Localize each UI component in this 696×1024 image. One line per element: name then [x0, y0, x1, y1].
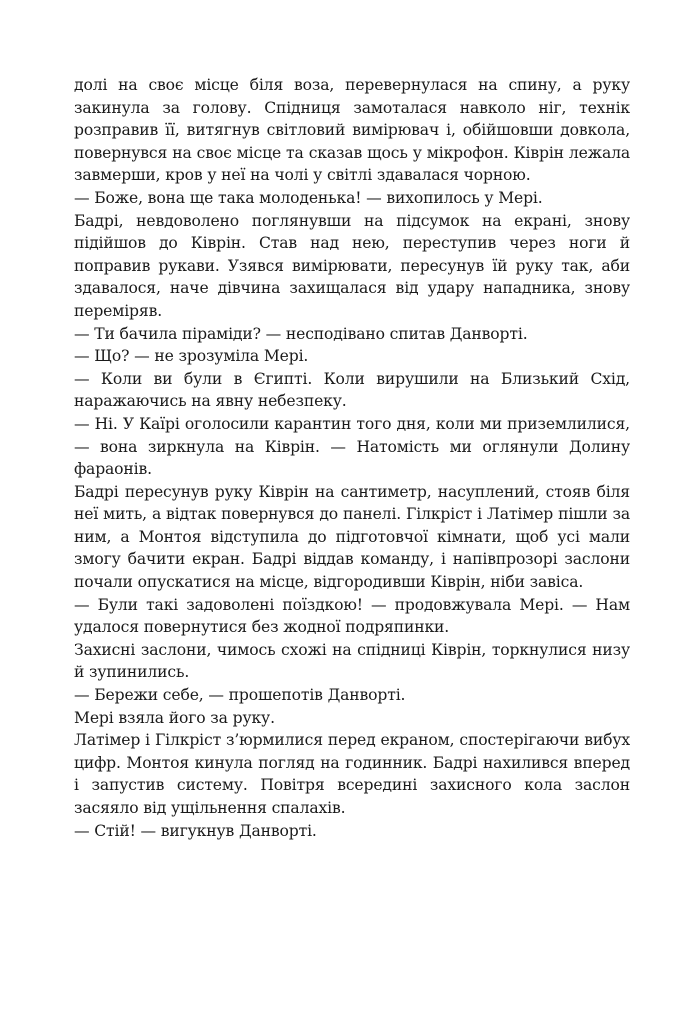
paragraph: — Бережи себе, — прошепотів Данворті. — [74, 686, 406, 705]
paragraph: Бадрі, невдоволено поглянувши на підсумок на екрані, знову підійшов до Ківрін. Став над нею, переступив через ноги й поправив рукави. Узявся вимірювати, пересунув їй руку так, аби здавалося, наче дівчина захищалася від удару нападника, знову переміряв. — [74, 211, 630, 320]
paragraph: — Боже, вона ще така молоденька! — вихопилось у Мері. — [74, 188, 543, 207]
paragraph: — Були такі задоволені поїздкою! — продовжувала Мері. — Нам удалося повернутися без жодної подряпинки. — [74, 595, 630, 637]
paragraph: Мері взяла його за руку. — [74, 708, 275, 727]
paragraph: — Ні. У Каїрі оголосили карантин того дня, коли ми приземлилися, — вона зиркнула на Ківрін. — Натомість ми оглянули Долину фараонів. — [74, 414, 630, 479]
page-text — [74, 74, 630, 842]
paragraph: Латімер і Гілкріст з’юрмилися перед екраном, спостерігаючи вибух цифр. Монтоя кинула погляд на годинник. Бадрі нахилився вперед і запустив систему. Повітря всередині захисного кола заслон засяяло від ущільнення спалахів. — [74, 731, 630, 817]
paragraph: долі на своє місце біля воза, перевернулася на спину, а руку закинула за голову. Спідниця замоталася навколо ніг, технік розправив її, витягнув світловий вимірювач і, обійшовши довкола, повернувся на своє місце та сказав щось у мікрофон. Ківрін лежала завмерши, кров у неї на чолі у світлі здавалася чорною. — [74, 76, 630, 185]
paragraph: — Коли ви були в Єгипті. Коли вирушили на Близький Схід, наражаючись на явну небезпеку. — [74, 369, 630, 411]
paragraph: Захисні заслони, чимось схожі на спідниці Ківрін, торкнулися низу й зупинились. — [74, 640, 630, 682]
paragraph: — Ти бачила піраміди? — несподівано спитав Данворті. — [74, 324, 528, 343]
paragraph: — Що? — не зрозуміла Мері. — [74, 347, 309, 366]
paragraph: Бадрі пересунув руку Ківрін на сантиметр, насуплений, стояв біля неї мить, а відтак повернувся до панелі. Гілкріст і Латімер пішли за ним, а Монтоя відступила до підготовчої кімнати, щоб усі мали змогу бачити екран. Бадрі віддав команду, і напівпрозорі заслони почали опускатися на місце, відгородивши Ківрін, ніби завіса. — [74, 482, 630, 592]
paragraph: — Стій! — вигукнув Данворті. — [74, 821, 317, 840]
